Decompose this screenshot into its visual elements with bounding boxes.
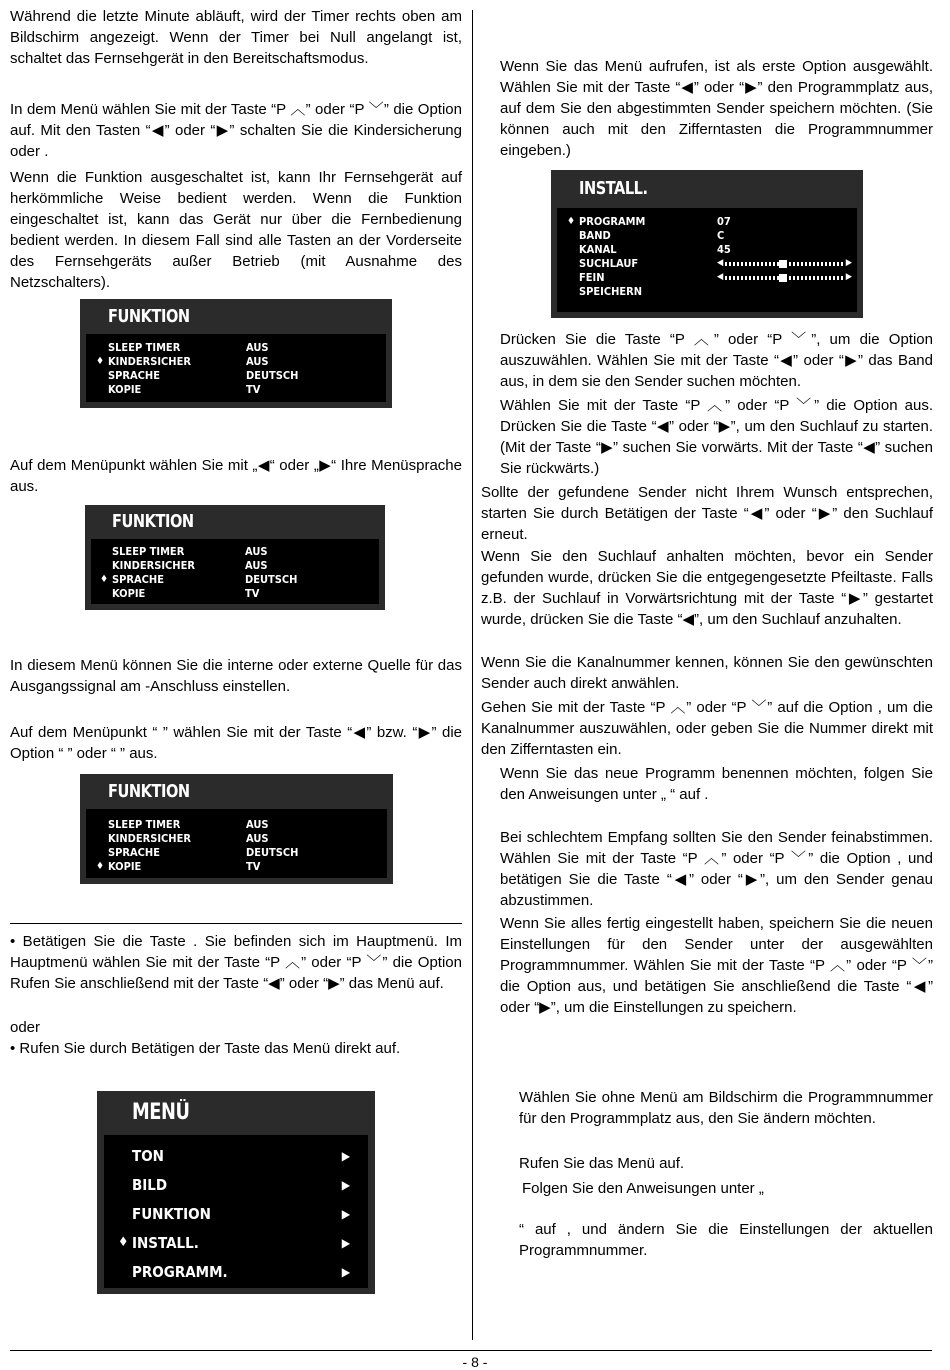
osd-body xyxy=(557,208,857,312)
osd-title: MENÜ xyxy=(132,1100,190,1125)
open-install-step-1: • Betätigen Sie die Taste . Sie befinden sich im Hauptmenü. Im Hauptmenü wählen Sie mit der Taste “P ︿” oder “P ﹀” die Option Rufen Sie anschließend mit der Taste “◀” oder “▶” das Menü auf. xyxy=(10,933,462,992)
child-lock-info-paragraph: Wenn die Funktion ausgeschaltet ist, kann Ihr Fernsehgerät auf herkömmliche Weise bedient werden. Wenn die Funktion eingeschaltet ist, kann das Gerät nur über die Fernbedienung bedient werden. In diesem Fall sind alle Tasten an der Vorderseite des Fernsehgeräts außer Betrieb (mit Ausnahme des Netzschalters). xyxy=(10,169,462,291)
arrow-right-icon: ▶ xyxy=(341,1178,350,1192)
osd-body xyxy=(91,539,379,604)
arrow-right-icon: ▶ xyxy=(845,272,852,282)
channel-option-paragraph: Gehen Sie mit der Taste “P ︿” oder “P ﹀” auf die Option , um die Kanalnummer auszuwählen, oder geben Sie die Nummer direkt mit den Zifferntasten ein. xyxy=(481,699,933,758)
osd-row-kindersicher: KINDERSICHER AUS xyxy=(108,832,269,845)
osd-row-sprache: SPRACHE DEUTSCH xyxy=(108,846,299,859)
footer-rule xyxy=(10,1350,932,1351)
install-osd xyxy=(551,170,863,318)
arrow-left-icon: ◀ xyxy=(717,258,724,268)
fine-tune-paragraph: Bei schlechtem Empfang sollten Sie den Sender feinabstimmen. Wählen Sie mit der Taste “P ︿” oder “P ﹀” die Option , und betätigen Sie die Taste “◀” oder “▶”, um den Sender genau abzustimmen. xyxy=(500,829,933,909)
osd-row-sprache: ♦ SPRACHE DEUTSCH xyxy=(100,573,298,586)
arrow-right-icon: ▶ xyxy=(341,1149,350,1163)
language-paragraph: Auf dem Menüpunkt wählen Sie mit „◀“ oder „▶“ Ihre Menüsprache aus. xyxy=(10,457,462,495)
menu-item-ton: TON ▶ xyxy=(132,1147,350,1165)
cursor-icon: ♦ xyxy=(96,356,105,367)
arrow-right-icon: ▶ xyxy=(341,1265,350,1279)
store-paragraph: Wenn Sie alles fertig eingestellt haben, speichern Sie die neuen Einstellungen für den Sender unter der ausgewählten Programmnummer. Wählen Sie mit der Taste “P ︿” oder “P ﹀” die Option aus, und betätigen Sie anschließend die Taste “◀” oder “▶”, um die Einstellungen zu speichern. xyxy=(500,915,933,1016)
restart-search-paragraph: Sollte der gefundene Sender nicht Ihrem Wunsch entsprechen, starten Sie durch Betätigen der Taste “◀” oder “▶” den Suchlauf erneut. xyxy=(481,484,933,543)
osd-row-speichern: SPEICHERN xyxy=(579,285,643,298)
search-paragraph: Wählen Sie mit der Taste “P ︿” oder “P ﹀” die Option aus. Drücken Sie die Taste “◀” oder “▶”, um den Suchlauf zu starten. (Mit der Taste “▶” suchen Sie vorwärts. Mit der Taste “◀” suchen Sie rückwärts.) xyxy=(500,397,933,477)
osd-row-sleep-timer: SLEEP TIMER AUS xyxy=(108,341,269,354)
osd-row-kopie: ♦ KOPIE TV xyxy=(96,860,261,873)
channel-number-paragraph: Wenn Sie die Kanalnummer kennen, können Sie den gewünschten Sender auch direkt anwählen. xyxy=(481,654,933,692)
arrow-right-icon: ▶ xyxy=(341,1236,350,1250)
osd-row-kopie: KOPIE TV xyxy=(112,587,260,600)
copy-option-paragraph: Auf dem Menüpunkt “ ” wählen Sie mit der Taste “◀” bzw. “▶” die Option “ ” oder “ ” aus. xyxy=(10,724,462,762)
output-source-paragraph: In diesem Menü können Sie die interne oder externe Quelle für das Ausgangssignal am -Anschluss einstellen. xyxy=(10,657,462,695)
open-install-step-2: • Rufen Sie durch Betätigen der Taste das Menü direkt auf. xyxy=(10,1040,401,1057)
osd-row-sleep-timer: SLEEP TIMER AUS xyxy=(108,818,269,831)
osd-row-programm: ♦ PROGRAMM 07 xyxy=(567,215,731,228)
funktion-osd-kindersicher xyxy=(80,299,392,408)
page-number: - 8 - xyxy=(462,1354,488,1370)
osd-title: FUNKTION xyxy=(108,306,190,327)
arrow-left-icon: ◀ xyxy=(717,272,724,282)
or-text: oder xyxy=(10,1019,41,1036)
child-lock-paragraph: In dem Menü wählen Sie mit der Taste “P ︿” oder “P ﹀” die Option auf. Mit den Tasten “◀” oder “▶” schalten Sie die Kindersicherung oder . xyxy=(10,101,462,160)
suchlauf-slider xyxy=(717,260,852,268)
column-divider xyxy=(472,10,473,1340)
rename-program-paragraph: Wenn Sie das neue Programm benennen möchten, folgen Sie den Anweisungen unter „ “ auf . xyxy=(500,765,933,803)
menu-item-funktion: FUNKTION ▶ xyxy=(132,1205,350,1223)
osd-row-sleep-timer: SLEEP TIMER AUS xyxy=(112,545,268,558)
band-paragraph: Drücken Sie die Taste “P ︿” oder “P ﹀”, um die Option auszuwählen. Wählen Sie mit der Taste “◀” oder “▶” das Band aus, in dem sie den Sender suchen möchten. xyxy=(500,331,933,390)
osd-body xyxy=(86,809,387,878)
osd-row-suchlauf: SUCHLAUF ◀ ▶ xyxy=(579,257,852,270)
osd-row-kopie: KOPIE TV xyxy=(108,383,261,396)
osd-title: FUNKTION xyxy=(108,781,190,802)
cursor-icon: ♦ xyxy=(96,861,105,872)
osd-row-band: BAND C xyxy=(579,229,725,242)
change-program-step-1: Wählen Sie ohne Menü am Bildschirm die Programmnummer für den Programmplatz aus, den Sie ändern möchten. xyxy=(519,1089,933,1127)
arrow-right-icon: ▶ xyxy=(341,1207,350,1221)
change-program-step-3: Folgen Sie den Anweisungen unter „ xyxy=(522,1180,764,1197)
osd-title: INSTALL. xyxy=(579,178,648,199)
osd-body xyxy=(86,334,386,402)
osd-row-kindersicher: KINDERSICHER AUS xyxy=(112,559,268,572)
menu-item-bild: BILD ▶ xyxy=(132,1176,350,1194)
timer-paragraph: Während die letzte Minute abläuft, wird der Timer rechts oben am Bildschirm angezeigt. Wenn der Timer bei Null angelangt ist, schaltet das Fernsehgerät in den Bereitschaftsmodus. xyxy=(10,8,462,67)
arrow-right-icon: ▶ xyxy=(845,258,852,268)
install-intro-paragraph: Wenn Sie das Menü aufrufen, ist als erste Option ausgewählt. Wählen Sie mit der Taste “◀” oder “▶” den Programmplatz aus, auf dem Sie den abgestimmten Sender speichern möchten. (Sie können auch mit den Zifferntasten die Programmnummer eingeben.) xyxy=(500,58,933,159)
stop-search-paragraph: Wenn Sie den Suchlauf anhalten möchten, bevor ein Sender gefunden wurde, drücken Sie die entgegengesetzte Pfeiltaste. Falls z.B. der Suchlauf in Vorwärtsrichtung mit der Taste “▶” gestartet wurde, drücken Sie die Taste “◀”, um den Suchlauf anzuhalten. xyxy=(481,548,933,628)
osd-body xyxy=(104,1135,368,1288)
osd-row-kanal: KANAL 45 xyxy=(579,243,731,256)
change-program-step-2: Rufen Sie das Menü auf. xyxy=(519,1155,685,1172)
cursor-icon: ♦ xyxy=(567,216,576,227)
cursor-icon: ♦ xyxy=(118,1235,129,1250)
change-program-step-3-cont: “ auf , und ändern Sie die Einstellungen der aktuellen Programmnummer. xyxy=(519,1221,933,1259)
fein-slider xyxy=(717,274,852,282)
funktion-osd-kopie xyxy=(80,774,393,884)
osd-row-kindersicher: ♦ KINDERSICHER AUS xyxy=(96,355,269,368)
osd-row-sprache: SPRACHE DEUTSCH xyxy=(108,369,299,382)
osd-row-fein: FEIN ◀ ▶ xyxy=(579,271,852,284)
main-menu-osd xyxy=(97,1091,375,1294)
cursor-icon: ♦ xyxy=(100,574,109,585)
menu-item-programm: PROGRAMM. ▶ xyxy=(132,1263,350,1281)
funktion-osd-sprache xyxy=(85,505,385,610)
section-divider xyxy=(10,923,462,924)
menu-item-install: ♦ INSTALL. ▶ xyxy=(118,1234,350,1252)
osd-title: FUNKTION xyxy=(112,511,194,532)
